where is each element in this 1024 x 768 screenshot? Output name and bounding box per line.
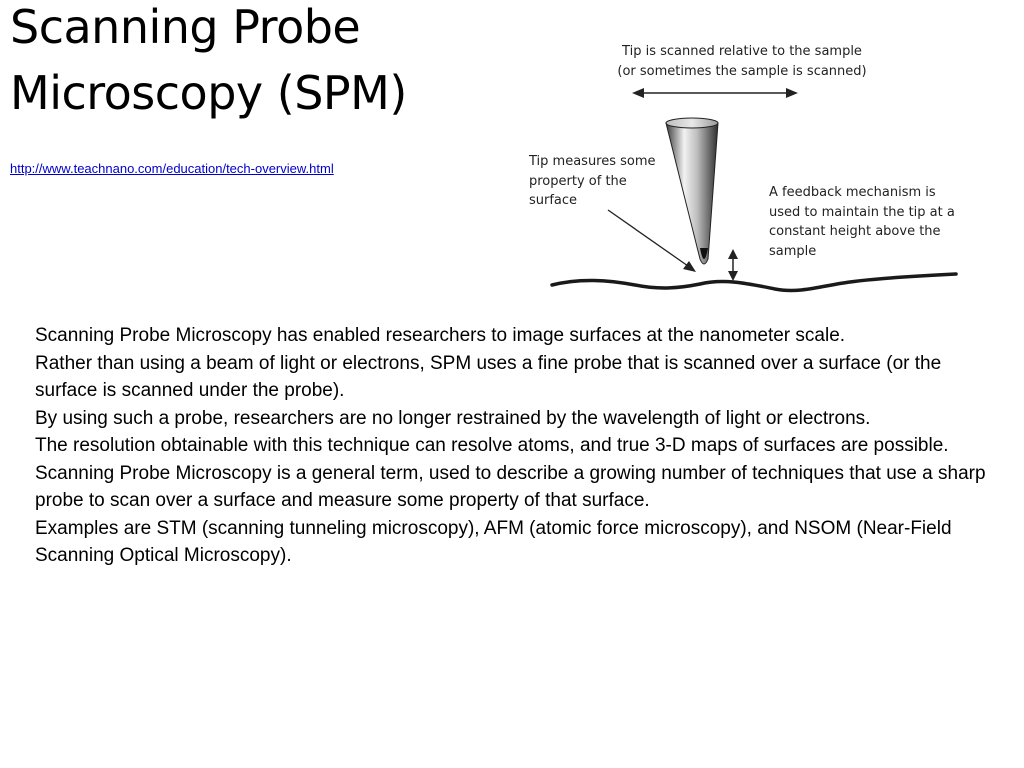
- body-paragraph: Examples are STM (scanning tunneling microscopy), AFM (atomic force microscopy), and NSOM (Near-Field Scanning Optical Microscopy).: [35, 517, 952, 566]
- body-paragraph: Scanning Probe Microscopy has enabled researchers to image surfaces at the nanometer scale.: [35, 325, 846, 346]
- body-paragraph: Rather than using a beam of light or electrons, SPM uses a fine probe that is scanned over a surface (or the surface is scanned under the probe).: [35, 352, 942, 401]
- spm-diagram: [520, 38, 980, 300]
- scan-direction-arrow: [632, 88, 798, 98]
- diagram-caption-right: A feedback mechanism is used to maintain the tip at a constant height above the sample: [769, 185, 955, 259]
- diagram-caption-top-line2: (or sometimes the sample is scanned): [617, 63, 867, 79]
- probe-tip: [666, 118, 718, 264]
- sample-surface: [552, 274, 956, 290]
- diagram-caption-left: Tip measures some property of the surface: [529, 154, 656, 208]
- body-paragraph: By using such a probe, researchers are no longer restrained by the wavelength of light or electrons.: [35, 407, 871, 429]
- slide-body: [35, 322, 990, 570]
- measure-pointer-arrow: [608, 210, 696, 272]
- diagram-caption-top: [572, 42, 912, 81]
- body-paragraph: The resolution obtainable with this technique can resolve atoms, and true 3-D maps of surfaces are possible.: [35, 435, 949, 456]
- diagram-caption-top-line1: Tip is scanned relative to the sample: [622, 44, 862, 59]
- feedback-arrow: [728, 249, 738, 281]
- slide-title: Scanning Probe Microscopy (SPM): [10, 0, 407, 120]
- source-link[interactable]: http://www.teachnano.com/education/tech-overview.html: [10, 161, 334, 176]
- body-paragraph: Scanning Probe Microscopy is a general term, used to describe a growing number of techniques that use a sharp probe to scan over a surface and measure some property of that surface.: [35, 462, 986, 511]
